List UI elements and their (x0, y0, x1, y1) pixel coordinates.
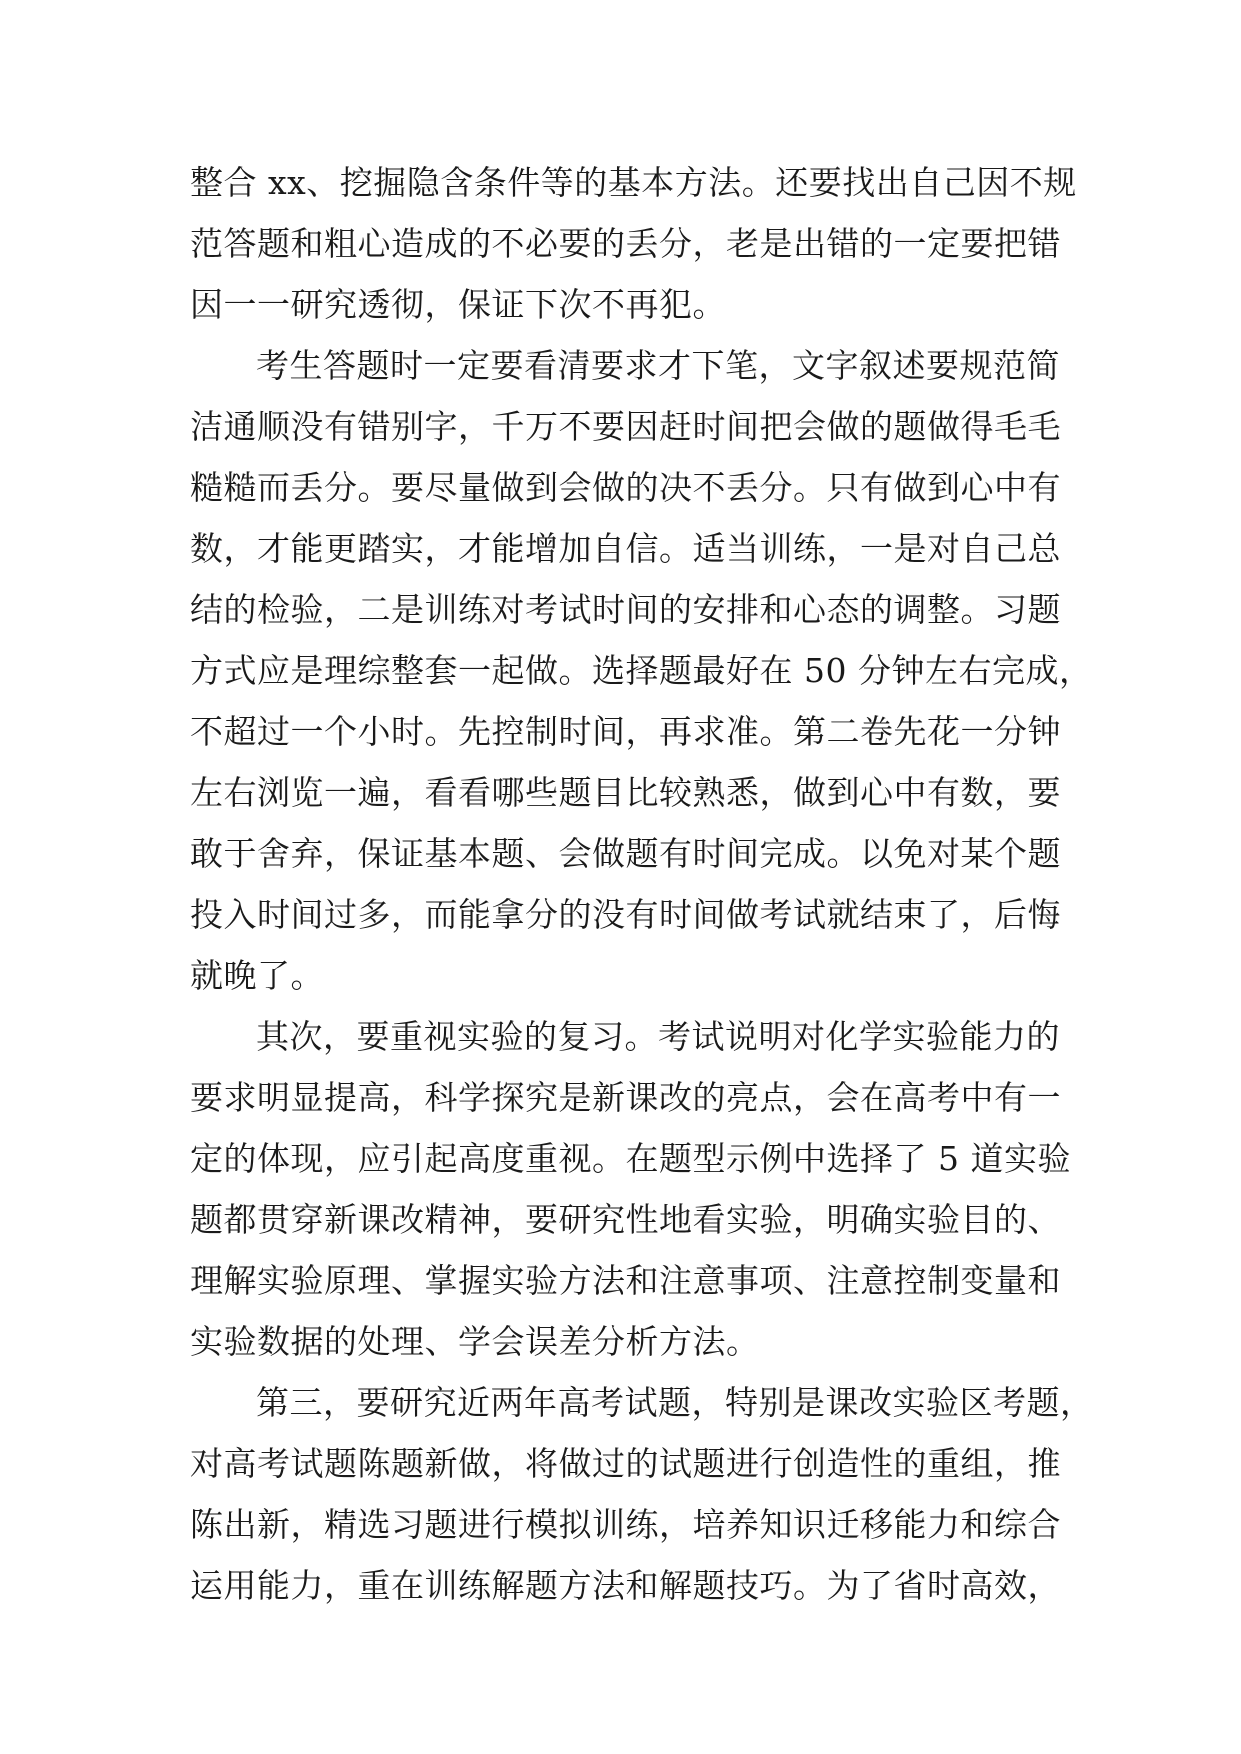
text-line: 陈出新，精选习题进行模拟训练，培养知识迁移能力和综合 (190, 1505, 1061, 1544)
text-line: 因一一研究透彻，保证下次不再犯。 (190, 285, 726, 324)
text-line: 方式应是理综整套一起做。选择题最好在 50 分钟左右完成， (190, 651, 1093, 690)
text-line: 运用能力，重在训练解题方法和解题技巧。为了省时高效， (190, 1566, 1061, 1605)
text-line: 敢于舍弃，保证基本题、会做题有时间完成。以免对某个题 (190, 834, 1061, 873)
text-line: 其次，要重视实验的复习。考试说明对化学实验能力的 (256, 1017, 1060, 1056)
text-line: 结的检验，二是训练对考试时间的安排和心态的调整。习题 (190, 590, 1061, 629)
text-line: 考生答题时一定要看清要求才下笔，文字叙述要规范简 (256, 346, 1060, 385)
text-line: 定的体现，应引起高度重视。在题型示例中选择了 5 道实验 (190, 1139, 1071, 1178)
paragraph-2 (190, 335, 1093, 1006)
text-line: 第三，要研究近两年高考试题，特别是课改实验区考题， (256, 1383, 1094, 1422)
text-line: 糙糙而丢分。要尽量做到会做的决不丢分。只有做到心中有 (190, 468, 1061, 507)
text-line: 对高考试题陈题新做，将做过的试题进行创造性的重组，推 (190, 1444, 1061, 1483)
body-text (190, 152, 1094, 1616)
text-line: 要求明显提高，科学探究是新课改的亮点，会在高考中有一 (190, 1078, 1061, 1117)
text-line: 就晚了。 (190, 956, 324, 995)
text-line: 不超过一个小时。先控制时间，再求准。第二卷先花一分钟 (190, 712, 1061, 751)
text-line: 整合 xx、挖掘隐含条件等的基本方法。还要找出自己因不规 (190, 163, 1077, 202)
text-line: 投入时间过多，而能拿分的没有时间做考试就结束了，后悔 (190, 895, 1061, 934)
text-line: 题都贯穿新课改精神，要研究性地看实验，明确实验目的、 (190, 1200, 1061, 1239)
paragraph-4 (190, 1372, 1094, 1616)
text-line: 实验数据的处理、学会误差分析方法。 (190, 1322, 760, 1361)
paragraph-3 (190, 1006, 1071, 1372)
text-line: 理解实验原理、掌握实验方法和注意事项、注意控制变量和 (190, 1261, 1061, 1300)
text-line: 左右浏览一遍，看看哪些题目比较熟悉，做到心中有数，要 (190, 773, 1061, 812)
text-line: 数，才能更踏实，才能增加自信。适当训练，一是对自己总 (190, 529, 1061, 568)
paragraph-1 (190, 152, 1077, 335)
text-line: 洁通顺没有错别字，千万不要因赶时间把会做的题做得毛毛 (190, 407, 1061, 446)
text-line: 范答题和粗心造成的不必要的丢分，老是出错的一定要把错 (190, 224, 1061, 263)
